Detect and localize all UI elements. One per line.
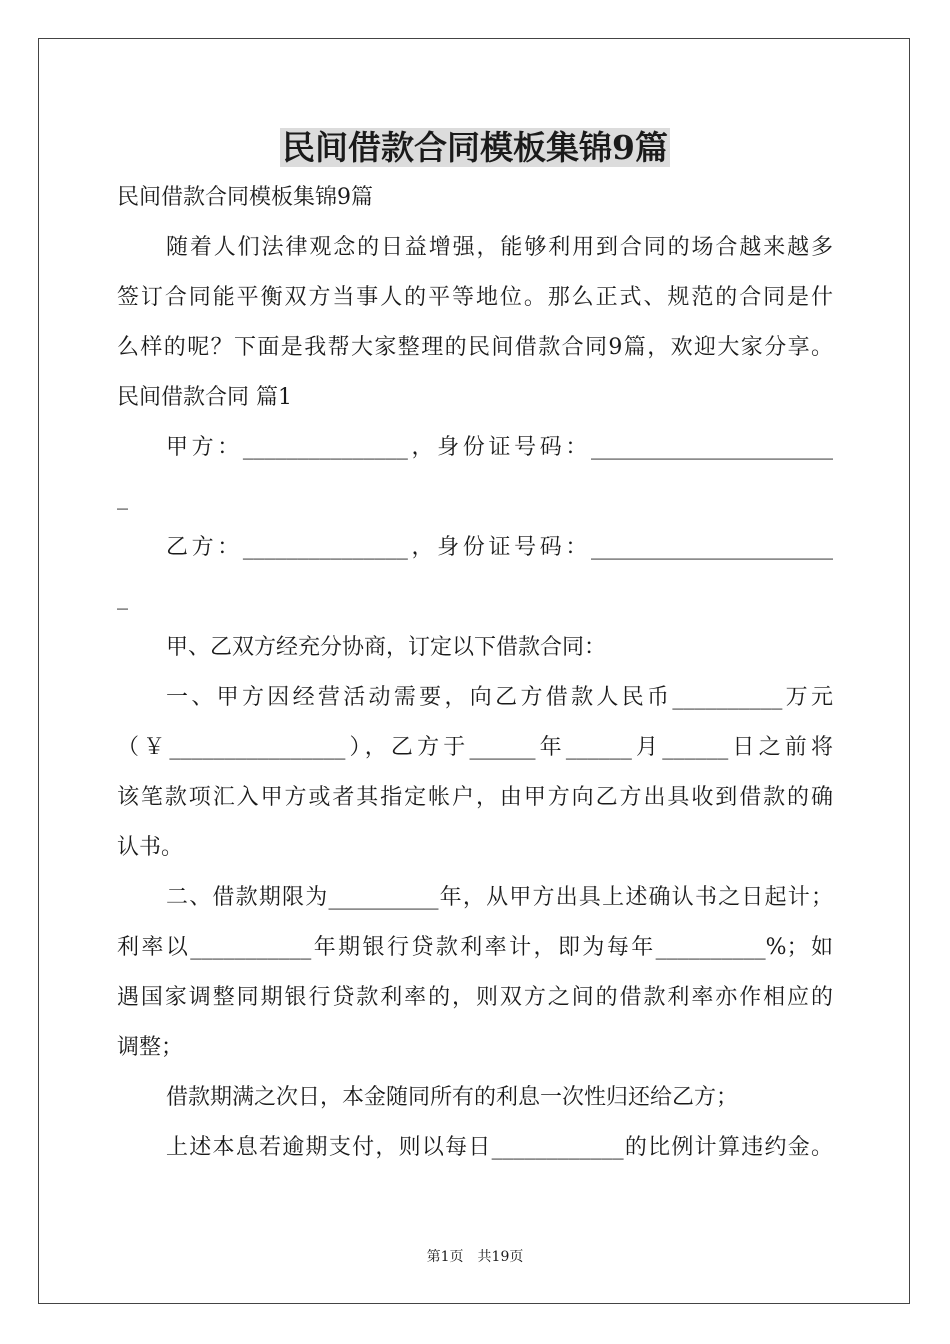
party-a-line-continued: _ — [117, 485, 128, 510]
clause-1-line: 一、甲方因经营活动需要，向乙方借款人民币__________万元 — [166, 685, 833, 710]
party-b-line-continued: _ — [117, 585, 128, 610]
page-footer: 第1页 共19页 — [426, 1249, 524, 1265]
section-heading: 民间借款合同 篇1 — [117, 385, 292, 410]
clause-1-line: （￥________________），乙方于______年______月______日之前将 — [117, 735, 833, 760]
party-a-line: 甲方：_______________，身份证号码：______________________ — [166, 435, 833, 460]
page-border — [38, 38, 910, 1304]
clause-2-line: 遇国家调整同期银行贷款利率的，则双方之间的借款利率亦作相应的 — [117, 985, 833, 1010]
paragraph-line: 借款期满之次日，本金随同所有的利息一次性归还给乙方； — [166, 1085, 739, 1110]
paragraph-line: 签订合同能平衡双方当事人的平等地位。那么正式、规范的合同是什 — [117, 285, 833, 310]
paragraph-line: 上述本息若逾期支付，则以每日____________的比例计算违约金。 — [166, 1135, 833, 1160]
title-text: 民间借款合同模板集锦9篇 — [282, 128, 668, 167]
clause-1-line: 该笔款项汇入甲方或者其指定帐户，由甲方向乙方出具收到借款的确 — [117, 785, 833, 810]
clause-2-line: 调整； — [117, 1035, 184, 1060]
paragraph-line: 么样的呢？下面是我帮大家整理的民间借款合同9篇，欢迎大家分享。 — [117, 335, 833, 360]
clause-2-line: 二、借款期限为__________年，从甲方出具上述确认书之日起计； — [166, 885, 833, 910]
clause-2-line: 利率以___________年期银行贷款利率计，即为每年__________%；如 — [117, 935, 833, 960]
paragraph-line: 甲、乙双方经充分协商，订定以下借款合同： — [166, 635, 607, 660]
paragraph-line: 随着人们法律观念的日益增强，能够利用到合同的场合越来越多 — [166, 235, 833, 260]
document-title — [0, 126, 950, 170]
clause-1-line: 认书。 — [117, 835, 184, 860]
document-subtitle: 民间借款合同模板集锦9篇 — [117, 185, 373, 210]
party-b-line: 乙方：_______________，身份证号码：______________________ — [166, 535, 833, 560]
